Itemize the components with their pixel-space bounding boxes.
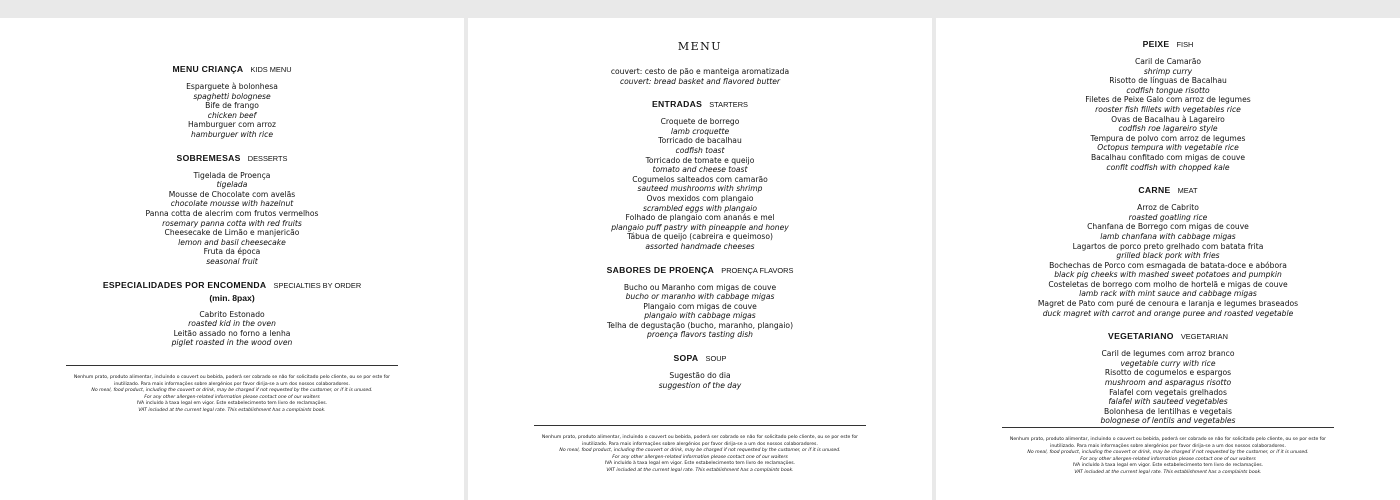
- footer-line: For any other allergen-related information please contact one of our waiters: [1080, 456, 1256, 462]
- dish-name: Tigelada de Proença: [193, 170, 271, 180]
- dish-translation: vegetable curry with rice: [1120, 358, 1216, 368]
- menu-item: [468, 371, 932, 390]
- section-title-english: SPECIALTIES BY ORDER: [273, 280, 362, 290]
- dish-name: Folhado de plangaio com ananás e mel: [625, 213, 775, 223]
- dish-translation: codfish toast: [675, 145, 725, 155]
- menu-page-kids-desserts: [0, 18, 464, 500]
- dish-name: Leitão assado no forno a lenha: [173, 328, 291, 338]
- legal-footer: [66, 365, 398, 415]
- section-specialties: [0, 277, 464, 348]
- footer-line: No meal, food product, including the couvert or drink, may be charged if not requested by the customer, or if it is unused.: [1027, 450, 1309, 456]
- dish-name: Caril de legumes com arroz branco: [1101, 349, 1235, 359]
- dish-translation: piglet roasted in the wood oven: [171, 338, 293, 348]
- page-title: MENU: [677, 40, 723, 53]
- menu-item: [468, 321, 932, 340]
- dish-translation: proença flavors tasting dish: [647, 330, 753, 340]
- dish-name: Risotto de línguas de Bacalhau: [1109, 76, 1227, 86]
- dish-translation: lamb rack with mint sauce and cabbage migas: [1079, 289, 1257, 299]
- dish-name: Croquete de borrego: [660, 117, 740, 127]
- menu-item: [468, 175, 932, 194]
- dish-name: Hamburguer com arroz: [187, 120, 277, 130]
- dish-name: Ovos mexidos com plangaio: [646, 193, 754, 203]
- section-title: SOPA: [673, 353, 699, 364]
- menu-item: [936, 368, 1400, 387]
- section-heading: [0, 277, 464, 304]
- dish-translation: suggestion of the day: [658, 380, 742, 390]
- section-starters: [468, 96, 932, 251]
- section-title: ENTRADAS: [652, 99, 703, 110]
- dish-translation: codfish tongue risotto: [1126, 85, 1210, 95]
- dish-name: Mousse de Chocolate com avelãs: [168, 189, 296, 199]
- menu-item: [468, 136, 932, 155]
- menu-item: [468, 156, 932, 175]
- dish-name: Costeletas de borrego com molho de hortelã e migas de couve: [1048, 279, 1288, 289]
- menu-item: [936, 222, 1400, 241]
- footer-line: Nenhum prato, produto alimentar, incluindo o couvert ou bebida, poderá ser cobrado se não for solicitado pelo cliente, ou se por este for: [541, 435, 859, 440]
- menu-item: [936, 242, 1400, 261]
- dish-translation: Octopus tempura with vegetable rice: [1097, 143, 1239, 153]
- menu-item: [468, 213, 932, 232]
- footer-line: No meal, food product, including the couvert or drink, may be charged if not requested by the customer, or if it is unused.: [91, 388, 373, 394]
- dish-translation: hamburguer with rice: [190, 129, 274, 139]
- section-heading: [468, 262, 932, 277]
- dish-name: Lagartos de porco preto grelhado com batata frita: [1072, 241, 1264, 251]
- menu-item: [936, 299, 1400, 318]
- menu-item: [468, 302, 932, 321]
- section-title-english: FISH: [1176, 40, 1194, 49]
- section-heading: [936, 182, 1400, 197]
- dish-translation: lemon and basil cheesecake: [178, 237, 286, 247]
- dish-name: Bife de frango: [205, 101, 259, 111]
- footer-line: Nenhum prato, produto alimentar, incluindo o couvert ou bebida, poderá ser cobrado se não for solicitado pelo cliente, ou se por este for: [73, 375, 391, 380]
- footer-line: VAT included at the current legal rate. This establishment has a complaints book.: [1074, 469, 1262, 475]
- dish-name: Panna cotta de alecrim com frutos vermelhos: [145, 208, 319, 218]
- dish-translation: sauteed mushrooms with shrimp: [637, 184, 763, 194]
- section-title: VEGETARIANO: [1108, 331, 1174, 342]
- dish-name: Ovas de Bacalhau à Lagareiro: [1111, 114, 1225, 124]
- menu-item: [0, 310, 464, 329]
- dish-name: Tábua de queijo (cabreira e queimoso): [627, 232, 773, 242]
- legal-footer: [1002, 427, 1334, 477]
- section-title-english: PROENÇA FLAVORS: [721, 265, 794, 275]
- section-title-english: DESSERTS: [247, 153, 288, 163]
- section-desserts: [0, 150, 464, 267]
- menu-item: [936, 349, 1400, 368]
- footer-line: IVA incluído à taxa legal em vigor. Este estabelecimento tem livro de reclamações.: [1072, 463, 1264, 469]
- menu-item: [936, 115, 1400, 134]
- dish-translation: chocolate mousse with hazelnut: [170, 199, 294, 209]
- dish-name: Bacalhau confitado com migas de couve: [1090, 152, 1246, 162]
- dish-translation: duck magret with carrot and orange puree and roasted vegetable: [1042, 308, 1294, 318]
- dish-translation: mushroom and asparagus risotto: [1104, 378, 1232, 388]
- dish-translation: assorted handmade cheeses: [645, 241, 755, 251]
- section-heading: [0, 61, 464, 76]
- section-heading: [936, 328, 1400, 343]
- dish-name: Risotto de cogumelos e espargos: [1104, 368, 1232, 378]
- dish-translation: codfish roe lagareiro style: [1118, 124, 1218, 134]
- footer-line: VAT included at the current legal rate. This establishment has a complaints book.: [138, 407, 326, 413]
- section-title-english: MEAT: [1177, 186, 1198, 196]
- footer-line: No meal, food product, including the couvert or drink, may be charged if not requested by the customer, or if it is unused.: [559, 448, 841, 454]
- section-title-english: KIDS MENU: [250, 65, 292, 74]
- menu-item: [0, 82, 464, 101]
- dish-name: Arroz de Cabrito: [1137, 203, 1199, 213]
- dish-translation: chicken beef: [207, 110, 257, 120]
- dish-name: Cabrito Estonado: [199, 309, 265, 319]
- dish-name: Esparguete à bolonhesa: [186, 82, 278, 91]
- section-heading: [936, 36, 1400, 51]
- dish-name: Tempura de polvo com arroz de legumes: [1090, 133, 1246, 143]
- dish-name: Bucho ou Maranho com migas de couve: [623, 282, 777, 292]
- dish-name: Torricado de tomate e queijo: [645, 155, 755, 165]
- footer-line: For any other allergen-related information please contact one of our waiters: [612, 454, 788, 460]
- menu-item: [936, 76, 1400, 95]
- dish-translation: scrambled eggs with plangaio: [643, 203, 757, 213]
- section-title-english: SOUP: [705, 354, 727, 364]
- section-title: MENU CRIANÇA: [172, 64, 244, 74]
- legal-footer: [534, 425, 866, 475]
- dish-name: Filetes de Peixe Galo com arroz de legumes: [1085, 95, 1251, 105]
- menu-item: [936, 95, 1400, 114]
- footer-line: inutilizado. Para mais informações sobre alergénios por favor dirija-se a um dos nossos colaboradores.: [114, 381, 350, 387]
- menu-item: [0, 228, 464, 247]
- dish-translation: tomato and cheese toast: [652, 165, 748, 175]
- dish-translation: confit codfish with chopped kale: [1106, 162, 1230, 172]
- menu-item: [936, 203, 1400, 222]
- section-title: CARNE: [1138, 185, 1171, 196]
- section-heading: [0, 150, 464, 165]
- dish-translation: tigelada: [216, 180, 248, 190]
- dish-translation: lamb croquette: [670, 126, 730, 136]
- section-fish: [936, 36, 1400, 172]
- footer-line: For any other allergen-related information please contact one of our waiters: [144, 394, 320, 400]
- section-soup: [468, 350, 932, 390]
- dish-name: Torricado de bacalhau: [658, 136, 742, 146]
- menu-item: [0, 171, 464, 190]
- dish-name: Fruta da época: [203, 247, 261, 257]
- footer-line: Nenhum prato, produto alimentar, incluindo o couvert ou bebida, poderá ser cobrado se não for solicitado pelo cliente, ou se por este for: [1009, 437, 1327, 442]
- dish-translation: bucho or maranho with cabbage migas: [625, 292, 775, 302]
- minimum-people-note: (min. 8pax): [209, 292, 255, 303]
- menu-item: [0, 101, 464, 120]
- menu-item: [0, 209, 464, 228]
- section-title-english: VEGETARIAN: [1180, 332, 1228, 342]
- menu-item: [468, 117, 932, 136]
- menu-page-mains: [936, 18, 1400, 500]
- menu-item: [936, 261, 1400, 280]
- dish-translation: seasonal fruit: [206, 256, 258, 266]
- dish-name: Cogumelos salteados com camarão: [632, 174, 768, 184]
- dish-translation: bolognese of lentils and vegetables: [1100, 416, 1236, 426]
- dish-name: Telha de degustação (bucho, maranho, plangaio): [606, 320, 794, 330]
- dish-translation: rosemary panna cotta with red fruits: [162, 218, 302, 228]
- couvert-item: [468, 67, 932, 86]
- dish-name: Cheesecake de Limão e manjericão: [164, 228, 300, 238]
- dish-name: Magret de Pato com puré de cenoura e laranja e legumes braseados: [1037, 299, 1299, 309]
- dish-name: Caril de Camarão: [1134, 57, 1202, 66]
- dish-name: Falafel com vegetais grelhados: [1109, 387, 1227, 397]
- dish-translation: plangaio with cabbage migas: [644, 311, 756, 321]
- section-heading: [468, 96, 932, 111]
- menu-item: [468, 232, 932, 251]
- section-heading: [468, 350, 932, 365]
- menu-item: [936, 388, 1400, 407]
- dish-name: Chanfana de Borrego com migas de couve: [1087, 222, 1249, 232]
- dish-name: Bochechas de Porco com esmagada de batata-doce e abóbora: [1049, 260, 1287, 270]
- menu-item: [0, 247, 464, 266]
- menu-page-starters: [468, 18, 932, 500]
- footer-line: IVA incluído à taxa legal em vigor. Este estabelecimento tem livro de reclamações.: [136, 401, 328, 407]
- section-meat: [936, 182, 1400, 318]
- footer-line: inutilizado. Para mais informações sobre alergénios por favor dirija-se a um dos nossos colaboradores.: [582, 441, 818, 447]
- section-title: PEIXE: [1142, 39, 1170, 49]
- dish-translation: shrimp curry: [1143, 66, 1193, 76]
- section-title-english: STARTERS: [709, 100, 748, 110]
- menu-item: [936, 134, 1400, 153]
- menu-item: [936, 153, 1400, 172]
- section-title: SABORES DE PROENÇA: [606, 264, 715, 275]
- section-proenca-flavors: [468, 262, 932, 341]
- dish-name: couvert: cesto de pão e manteiga aromatizada: [610, 67, 790, 76]
- menu-item: [0, 190, 464, 209]
- dish-name: Bolonhesa de lentilhas e vegetais: [1104, 406, 1232, 416]
- dish-translation: roasted goatling rice: [1128, 212, 1208, 222]
- dish-translation: rooster fish fillets with vegetables rice: [1095, 104, 1241, 114]
- menu-item: [936, 57, 1400, 76]
- dish-translation: plangaio puff pastry with pineapple and honey: [611, 222, 789, 232]
- menu-item: [0, 329, 464, 348]
- dish-translation: couvert: bread basket and flavored butter: [619, 76, 781, 86]
- section-title: SOBREMESAS: [176, 152, 241, 163]
- menu-item: [936, 280, 1400, 299]
- dish-translation: spaghetti bolognese: [193, 91, 271, 101]
- menu-item: [0, 120, 464, 139]
- dish-translation: falafel with sauteed vegetables: [1108, 397, 1228, 407]
- menu-item: [468, 283, 932, 302]
- section-title: ESPECIALIDADES POR ENCOMENDA: [102, 279, 267, 290]
- section-vegetarian: [936, 328, 1400, 426]
- dish-translation: lamb chanfana with cabbage migas: [1100, 231, 1236, 241]
- dish-name: Sugestão do dia: [669, 371, 731, 381]
- dish-translation: roasted kid in the oven: [188, 319, 276, 329]
- dish-translation: grilled black pork with fries: [1116, 251, 1220, 261]
- footer-line: inutilizado. Para mais informações sobre alergénios por favor dirija-se a um dos nossos colaboradores.: [1050, 443, 1286, 449]
- section-kids-menu: [0, 61, 464, 140]
- dish-translation: black pig cheeks with mashed sweet potatoes and pumpkin: [1054, 270, 1282, 280]
- menu-item: [468, 194, 932, 213]
- footer-line: IVA incluído à taxa legal em vigor. Este estabelecimento tem livro de reclamações.: [604, 461, 796, 467]
- footer-line: VAT included at the current legal rate. This establishment has a complaints book.: [606, 467, 794, 473]
- menu-item: [936, 407, 1400, 426]
- dish-name: Plangaio com migas de couve: [643, 301, 757, 311]
